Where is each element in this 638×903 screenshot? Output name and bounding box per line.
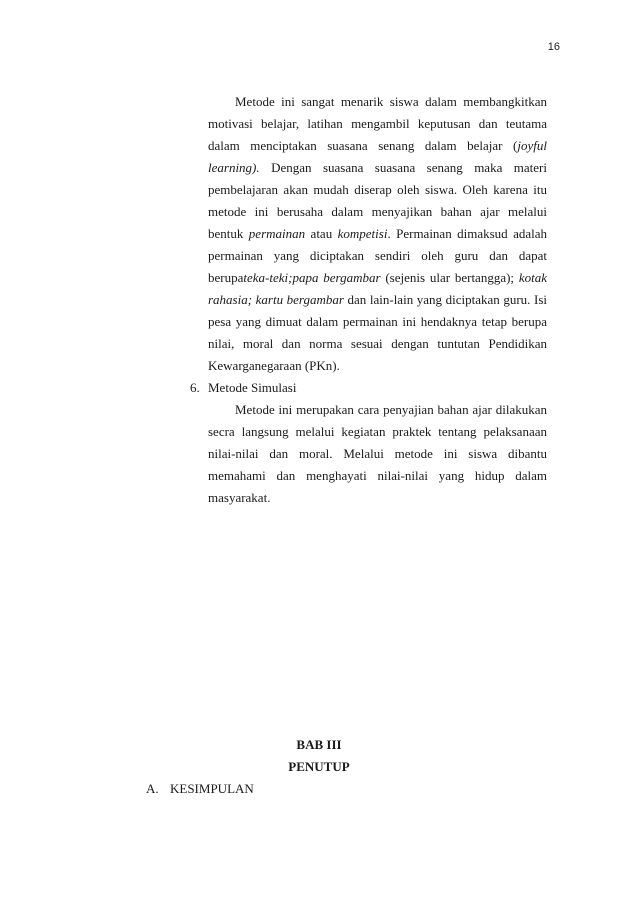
paragraph-line: secra langsung melalui kegiatan praktek tentang pelaksanaan [208, 424, 547, 439]
list-item-number: 6. [190, 380, 200, 395]
section-number: A. [146, 781, 159, 796]
page-number: 16 [547, 41, 560, 53]
chapter-title: BAB III [296, 737, 342, 752]
paragraph-line: motivasi belajar, latihan mengambil keputusan dan teutama [208, 116, 547, 131]
paragraph-line: nilai-nilai dan moral. Melalui metode ini siswa dibantu [208, 446, 547, 461]
section-heading [146, 780, 254, 798]
paragraph-line: Metode ini merupakan cara penyajian bahan ajar dilakukan [235, 402, 547, 417]
paragraph-line: nilai, moral dan norma sesuai dengan tuntutan Pendidikan [208, 336, 547, 351]
paragraph-line: berupateka-teki;papa bergambar (sejenis ular bertangga); kotak [208, 270, 547, 285]
paragraph-line: learning). Dengan suasana suasana senang maka materi [208, 160, 547, 175]
paragraph-line: metode ini berusaha dalam menyajikan bahan ajar melalui [208, 204, 547, 219]
paragraph-line: Kewarganegaraan (PKn). [208, 358, 340, 373]
paragraph-line: permainan yang diciptakan sendiri oleh guru dan dapat [208, 248, 547, 263]
paragraph-line: pembelajaran akan mudah diserap oleh siswa. Oleh karena itu [208, 182, 547, 197]
paragraph-line: bentuk permainan atau kompetisi. Permainan dimaksud adalah [208, 226, 547, 241]
paragraph-line: Metode ini sangat menarik siswa dalam membangkitkan [235, 94, 547, 109]
paragraph-line: memahami dan menghayati nilai-nilai yang hidup dalam [208, 468, 547, 483]
list-item-title: Metode Simulasi [208, 380, 297, 395]
paragraph-line: pesa yang dimuat dalam permainan ini hendaknya tetap berupa [208, 314, 547, 329]
section-title: KESIMPULAN [170, 781, 254, 796]
chapter-subtitle: PENUTUP [288, 759, 350, 774]
paragraph-line: masyarakat. [208, 490, 271, 505]
paragraph-line: dalam menciptakan suasana senang dalam belajar (joyful [208, 138, 547, 153]
paragraph-line: rahasia; kartu bergambar dan lain-lain yang diciptakan guru. Isi [208, 292, 547, 307]
